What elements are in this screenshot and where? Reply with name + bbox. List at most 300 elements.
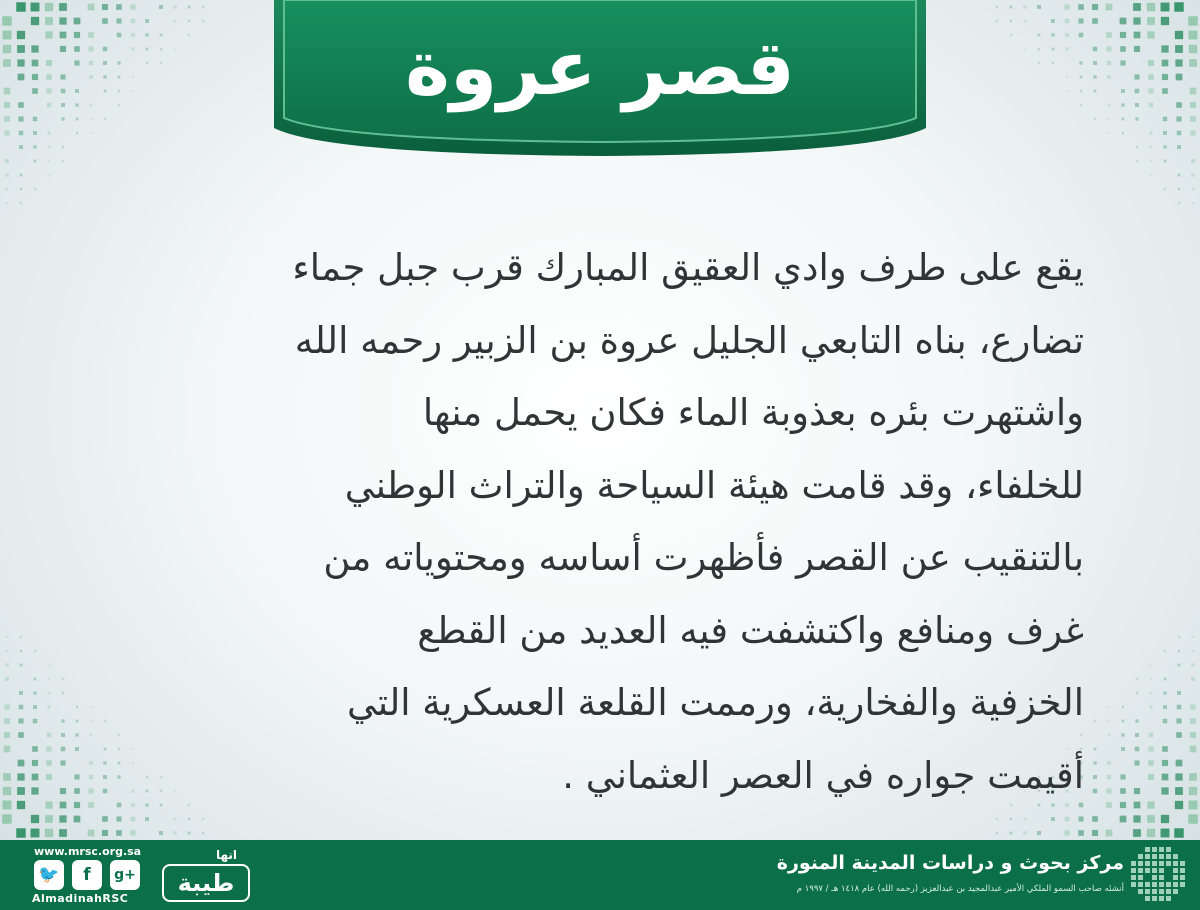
pattern-dot: [4, 88, 11, 95]
pattern-dot: [62, 692, 65, 695]
pattern-dot: [103, 789, 108, 794]
pattern-dot: [88, 802, 94, 808]
pattern-dot: [202, 832, 205, 835]
pattern-dot: [1066, 76, 1069, 79]
pattern-dot: [4, 746, 11, 753]
pattern-dot: [1189, 31, 1198, 40]
logo-tile: [1138, 882, 1143, 887]
pattern-dot: [1122, 706, 1125, 709]
pattern-dot: [1134, 760, 1139, 765]
pattern-dot: [74, 60, 79, 65]
pattern-dot: [31, 815, 39, 823]
logo-tile: [1159, 868, 1164, 873]
pattern-dot: [1038, 62, 1041, 65]
logo-tile: [1159, 875, 1164, 880]
pattern-dot: [1094, 118, 1097, 121]
pattern-dot: [130, 4, 135, 9]
pattern-dot: [1150, 692, 1153, 695]
taiba-logo: [162, 848, 252, 904]
pattern-dot: [1023, 5, 1026, 8]
logo-tile: [1131, 875, 1136, 880]
pattern-dot: [60, 74, 65, 79]
pattern-dot: [1174, 2, 1183, 11]
pattern-dot: [1162, 760, 1168, 766]
pattern-dot: [59, 829, 67, 837]
pattern-dot: [1038, 48, 1041, 51]
pattern-dot: [1189, 787, 1197, 795]
pattern-dot: [1178, 636, 1181, 639]
logo-tile: [1152, 847, 1157, 852]
logo-tile: [1138, 889, 1143, 894]
pattern-dot: [4, 718, 10, 724]
body-line: تضارع، بناه التابعي الجليل عروة بن الزبير رحمه الله: [294, 318, 1084, 362]
logo-tile: [1159, 882, 1164, 887]
pattern-dot: [1064, 830, 1069, 835]
pattern-dot: [2, 814, 11, 823]
logo-tile: [1152, 875, 1157, 880]
pattern-dot: [131, 47, 134, 50]
pattern-dot: [1147, 17, 1155, 25]
pattern-dot: [3, 45, 11, 53]
pattern-dot: [1164, 650, 1167, 653]
pattern-dot: [1188, 814, 1197, 823]
pattern-dot: [61, 719, 64, 722]
pattern-dot: [1133, 815, 1140, 822]
logo-tile: [1166, 861, 1171, 866]
pattern-dot: [61, 733, 65, 737]
pattern-dot: [17, 59, 24, 66]
pattern-dot: [1094, 748, 1097, 751]
pattern-dot: [46, 760, 52, 766]
pattern-dot: [1150, 664, 1153, 667]
pattern-dot: [1108, 706, 1111, 709]
googleplus-icon[interactable]: g+: [110, 860, 140, 890]
pattern-dot: [20, 664, 23, 667]
pattern-dot: [6, 650, 9, 653]
pattern-dot: [16, 2, 25, 11]
pattern-dot: [1176, 718, 1181, 723]
pattern-dot: [1133, 3, 1141, 11]
pattern-dot: [88, 32, 94, 38]
pattern-dot: [1135, 103, 1139, 107]
pattern-dot: [173, 831, 176, 834]
pattern-dot: [90, 132, 93, 135]
pattern-dot: [1092, 816, 1098, 822]
pattern-dot: [1163, 719, 1168, 724]
organization-logo-icon: [1130, 846, 1188, 904]
pattern-dot: [1174, 828, 1183, 837]
pattern-dot: [61, 103, 65, 107]
pattern-dot: [1094, 90, 1097, 93]
pattern-dot: [60, 788, 66, 794]
pattern-dot: [1162, 88, 1168, 94]
pattern-dot: [1079, 61, 1082, 64]
logo-tile: [1152, 854, 1157, 859]
pattern-dot: [1177, 131, 1182, 136]
pattern-dot: [1010, 6, 1013, 9]
pattern-dot: [1150, 678, 1153, 681]
social-handle[interactable]: AlmadinahRSC: [32, 892, 129, 905]
pattern-dot: [1108, 118, 1111, 121]
logo-tile: [1145, 889, 1150, 894]
pattern-dot: [59, 3, 67, 11]
pattern-dot: [1108, 132, 1111, 135]
pattern-dot: [1175, 787, 1183, 795]
pattern-dot: [1051, 33, 1054, 36]
pattern-dot: [48, 678, 51, 681]
pattern-dot: [1176, 732, 1182, 738]
pattern-dot: [146, 48, 149, 51]
pattern-dot: [1163, 691, 1166, 694]
pattern-dot: [1178, 174, 1181, 177]
pattern-dot: [76, 118, 79, 121]
pattern-dot: [1147, 801, 1154, 808]
pattern-dot: [3, 31, 12, 40]
pattern-dot: [60, 32, 67, 39]
pattern-dot: [1094, 720, 1097, 723]
pattern-dot: [18, 116, 23, 121]
pattern-dot: [1134, 32, 1141, 39]
pattern-dot: [1106, 46, 1111, 51]
body-line: يقع على طرف وادي العقيق المبارك قرب جبل جماء: [292, 246, 1084, 289]
pattern-dot: [1010, 20, 1013, 23]
pattern-dot: [4, 732, 10, 738]
pattern-dot: [17, 801, 25, 809]
pattern-dot: [1162, 60, 1169, 67]
pattern-dot: [1080, 90, 1083, 93]
pattern-dot: [47, 103, 52, 108]
pattern-dot: [74, 802, 80, 808]
pattern-dot: [996, 20, 999, 23]
pattern-dot: [1134, 74, 1139, 79]
pattern-dot: [1190, 718, 1196, 724]
pattern-dot: [19, 145, 23, 149]
pattern-dot: [90, 118, 93, 121]
pattern-dot: [1150, 160, 1153, 163]
pattern-dot: [202, 818, 205, 821]
pattern-dot: [1161, 17, 1169, 25]
pattern-dot: [61, 747, 66, 752]
pattern-dot: [188, 20, 191, 23]
pattern-dot: [3, 801, 12, 810]
pattern-dot: [1038, 34, 1041, 37]
pattern-dot: [1191, 173, 1194, 176]
pattern-dot: [6, 636, 9, 639]
pattern-dot: [20, 188, 23, 191]
logo-tile: [1138, 868, 1143, 873]
pattern-dot: [118, 90, 121, 93]
website-link[interactable]: www.mrsc.org.sa: [34, 845, 142, 858]
pattern-dot: [160, 804, 163, 807]
pattern-dot: [996, 832, 999, 835]
pattern-dot: [62, 160, 65, 163]
pattern-dot: [46, 774, 52, 780]
pattern-dot: [1106, 4, 1113, 11]
logo-tile: [1166, 882, 1171, 887]
logo-tile: [1159, 847, 1164, 852]
pattern-dot: [1163, 145, 1166, 148]
pattern-dot: [1136, 160, 1139, 163]
pattern-dot: [1080, 76, 1083, 79]
pattern-dot: [31, 787, 38, 794]
pattern-dot: [1189, 773, 1197, 781]
pattern-dot: [1135, 719, 1138, 722]
logo-tile: [1166, 854, 1171, 859]
pattern-dot: [1093, 761, 1096, 764]
pattern-dot: [88, 830, 95, 837]
pattern-dot: [20, 202, 23, 205]
pattern-dot: [1122, 720, 1125, 723]
pattern-dot: [89, 75, 93, 79]
pattern-dot: [174, 818, 177, 821]
pattern-dot: [130, 830, 135, 835]
pattern-dot: [1191, 677, 1195, 681]
pattern-dot: [61, 117, 64, 120]
pattern-dot: [48, 174, 51, 177]
pattern-dot: [1134, 46, 1140, 52]
pattern-dot: [33, 719, 38, 724]
pattern-dot: [60, 760, 65, 765]
logo-tile: [1180, 875, 1185, 880]
pattern-dot: [1147, 3, 1155, 11]
pattern-dot: [131, 817, 136, 822]
pattern-dot: [160, 62, 163, 65]
pattern-dot: [1120, 46, 1126, 52]
pattern-dot: [1065, 817, 1070, 822]
pattern-dot: [45, 801, 52, 808]
pattern-dot: [4, 116, 10, 122]
pattern-dot: [18, 760, 25, 767]
pattern-dot: [17, 787, 25, 795]
pattern-dot: [48, 160, 51, 163]
pattern-dot: [1121, 89, 1125, 93]
pattern-dot: [1122, 132, 1125, 135]
pattern-dot: [60, 46, 66, 52]
pattern-dot: [1176, 116, 1181, 121]
pattern-dot: [1147, 815, 1155, 823]
pattern-dot: [1177, 691, 1181, 695]
pattern-dot: [33, 131, 37, 135]
pattern-dot: [1175, 59, 1182, 66]
pattern-dot: [1108, 734, 1111, 737]
pattern-dot: [1121, 103, 1124, 106]
pattern-dot: [1163, 131, 1167, 135]
pattern-dot: [75, 747, 79, 751]
organization-subtitle: أنشئه صاحب السمو الملكي الأمير عبدالمجيد بن عبدالعزيز (رحمه الله) عام ١٤١٨ هـ / ١٩٩٧ م: [796, 884, 1124, 894]
pattern-dot: [174, 20, 177, 23]
pattern-dot: [1106, 830, 1113, 837]
pattern-dot: [59, 17, 66, 24]
pattern-dot: [1078, 4, 1084, 10]
logo-tile: [1145, 896, 1150, 901]
pattern-dot: [1163, 705, 1167, 709]
logo-tile: [1173, 861, 1178, 866]
pattern-dot: [1135, 747, 1140, 752]
pattern-dot: [188, 34, 191, 37]
pattern-dot: [1175, 801, 1183, 809]
page-title: قصر عروة: [405, 23, 795, 112]
pattern-dot: [88, 4, 95, 11]
pattern-dot: [1064, 4, 1069, 9]
pattern-dot: [1135, 117, 1138, 120]
pattern-dot: [32, 746, 38, 752]
pattern-dot: [18, 74, 25, 81]
pattern-dot: [1080, 104, 1083, 107]
pattern-dot: [160, 48, 163, 51]
twitter-icon[interactable]: 🐦: [34, 860, 64, 890]
logo-tile: [1152, 896, 1157, 901]
pattern-dot: [173, 5, 176, 8]
pattern-dot: [1148, 88, 1153, 93]
pattern-dot: [74, 788, 80, 794]
pattern-dot: [1176, 102, 1182, 108]
pattern-dot: [4, 130, 9, 135]
pattern-dot: [159, 5, 163, 9]
pattern-dot: [1065, 19, 1070, 24]
pattern-dot: [1190, 116, 1196, 122]
pattern-dot: [1107, 761, 1111, 765]
logo-tile: [1145, 882, 1150, 887]
pattern-dot: [45, 815, 53, 823]
taiba-logo-text: طيبة: [162, 864, 250, 902]
logo-tile: [1138, 861, 1143, 866]
pattern-dot: [31, 3, 40, 12]
pattern-dot: [1092, 4, 1098, 10]
pattern-dot: [34, 650, 37, 653]
pattern-dot: [45, 31, 52, 38]
pattern-dot: [75, 103, 78, 106]
pattern-dot: [74, 816, 81, 823]
pattern-dot: [188, 804, 191, 807]
pattern-dot: [145, 817, 149, 821]
pattern-dot: [17, 45, 25, 53]
logo-tile: [1173, 889, 1178, 894]
logo-tile: [1138, 875, 1143, 880]
pattern-dot: [1136, 692, 1139, 695]
pattern-dot: [1189, 801, 1198, 810]
pattern-dot: [3, 773, 11, 781]
pattern-dot: [1065, 33, 1069, 37]
organization-name: مركز بحوث و دراسات المدينة المنورة: [776, 852, 1124, 874]
pattern-dot: [1133, 829, 1141, 837]
logo-tile: [1159, 854, 1164, 859]
pattern-dot: [1189, 45, 1197, 53]
pattern-dot: [88, 46, 93, 51]
pattern-dot: [48, 664, 51, 667]
logo-tile: [1145, 847, 1150, 852]
logo-tile: [1159, 889, 1164, 894]
pattern-dot: [131, 19, 136, 24]
pattern-dot: [1010, 34, 1013, 37]
logo-tile: [1166, 889, 1171, 894]
pattern-dot: [1010, 832, 1013, 835]
logo-tile: [1152, 882, 1157, 887]
pattern-dot: [159, 831, 163, 835]
pattern-dot: [1121, 747, 1125, 751]
pattern-dot: [34, 188, 37, 191]
pattern-dot: [47, 131, 50, 134]
pattern-dot: [1149, 103, 1154, 108]
facebook-icon[interactable]: f: [72, 860, 102, 890]
logo-tile: [1173, 882, 1178, 887]
pattern-dot: [20, 650, 23, 653]
corner-pattern-top-left: [0, 0, 230, 230]
pattern-dot: [1108, 720, 1111, 723]
pattern-dot: [145, 33, 148, 36]
pattern-dot: [1175, 45, 1183, 53]
pattern-dot: [118, 104, 121, 107]
pattern-dot: [103, 47, 108, 52]
pattern-dot: [4, 704, 9, 709]
pattern-dot: [1175, 31, 1183, 39]
pattern-dot: [1192, 636, 1195, 639]
body-line: الخزفية والفخارية، ورممت القلعة العسكرية التي: [346, 681, 1084, 724]
pattern-dot: [6, 202, 9, 205]
pattern-dot: [1024, 48, 1027, 51]
taiba-logo-small-text: انها: [216, 848, 238, 862]
pattern-dot: [1149, 733, 1154, 738]
pattern-dot: [1024, 818, 1027, 821]
logo-tile: [1173, 868, 1178, 873]
pattern-dot: [62, 678, 65, 681]
pattern-dot: [32, 60, 39, 67]
pattern-dot: [996, 818, 999, 821]
pattern-dot: [31, 829, 40, 838]
logo-tile: [1152, 868, 1157, 873]
pattern-dot: [1162, 74, 1168, 80]
pattern-dot: [1148, 60, 1154, 66]
logo-tile: [1131, 882, 1136, 887]
pattern-dot: [1177, 145, 1181, 149]
pattern-dot: [89, 761, 93, 765]
pattern-dot: [20, 174, 23, 177]
pattern-dot: [118, 76, 121, 79]
pattern-dot: [1175, 773, 1182, 780]
pattern-dot: [1120, 18, 1127, 25]
pattern-dot: [47, 705, 50, 708]
pattern-dot: [188, 818, 191, 821]
pattern-dot: [188, 832, 191, 835]
pattern-dot: [34, 160, 37, 163]
pattern-dot: [1079, 33, 1084, 38]
pattern-dot: [90, 734, 93, 737]
pattern-dot: [131, 33, 135, 37]
logo-tile: [1180, 882, 1185, 887]
pattern-dot: [1190, 88, 1197, 95]
pattern-dot: [3, 59, 11, 67]
pattern-dot: [1037, 831, 1041, 835]
pattern-dot: [33, 117, 38, 122]
pattern-dot: [1134, 788, 1140, 794]
pattern-dot: [117, 33, 122, 38]
pattern-dot: [19, 705, 24, 710]
pattern-dot: [1176, 760, 1183, 767]
title-banner: [274, 0, 926, 158]
pattern-dot: [1107, 61, 1112, 66]
logo-tile: [1159, 861, 1164, 866]
pattern-dot: [90, 706, 93, 709]
pattern-dot: [32, 760, 38, 766]
pattern-dot: [17, 31, 25, 39]
pattern-dot: [1093, 61, 1097, 65]
pattern-dot: [32, 774, 39, 781]
pattern-dot: [1092, 18, 1098, 24]
pattern-dot: [1092, 830, 1098, 836]
pattern-dot: [1010, 818, 1013, 821]
pattern-dot: [48, 692, 51, 695]
pattern-dot: [33, 691, 36, 694]
pattern-dot: [1106, 788, 1111, 793]
